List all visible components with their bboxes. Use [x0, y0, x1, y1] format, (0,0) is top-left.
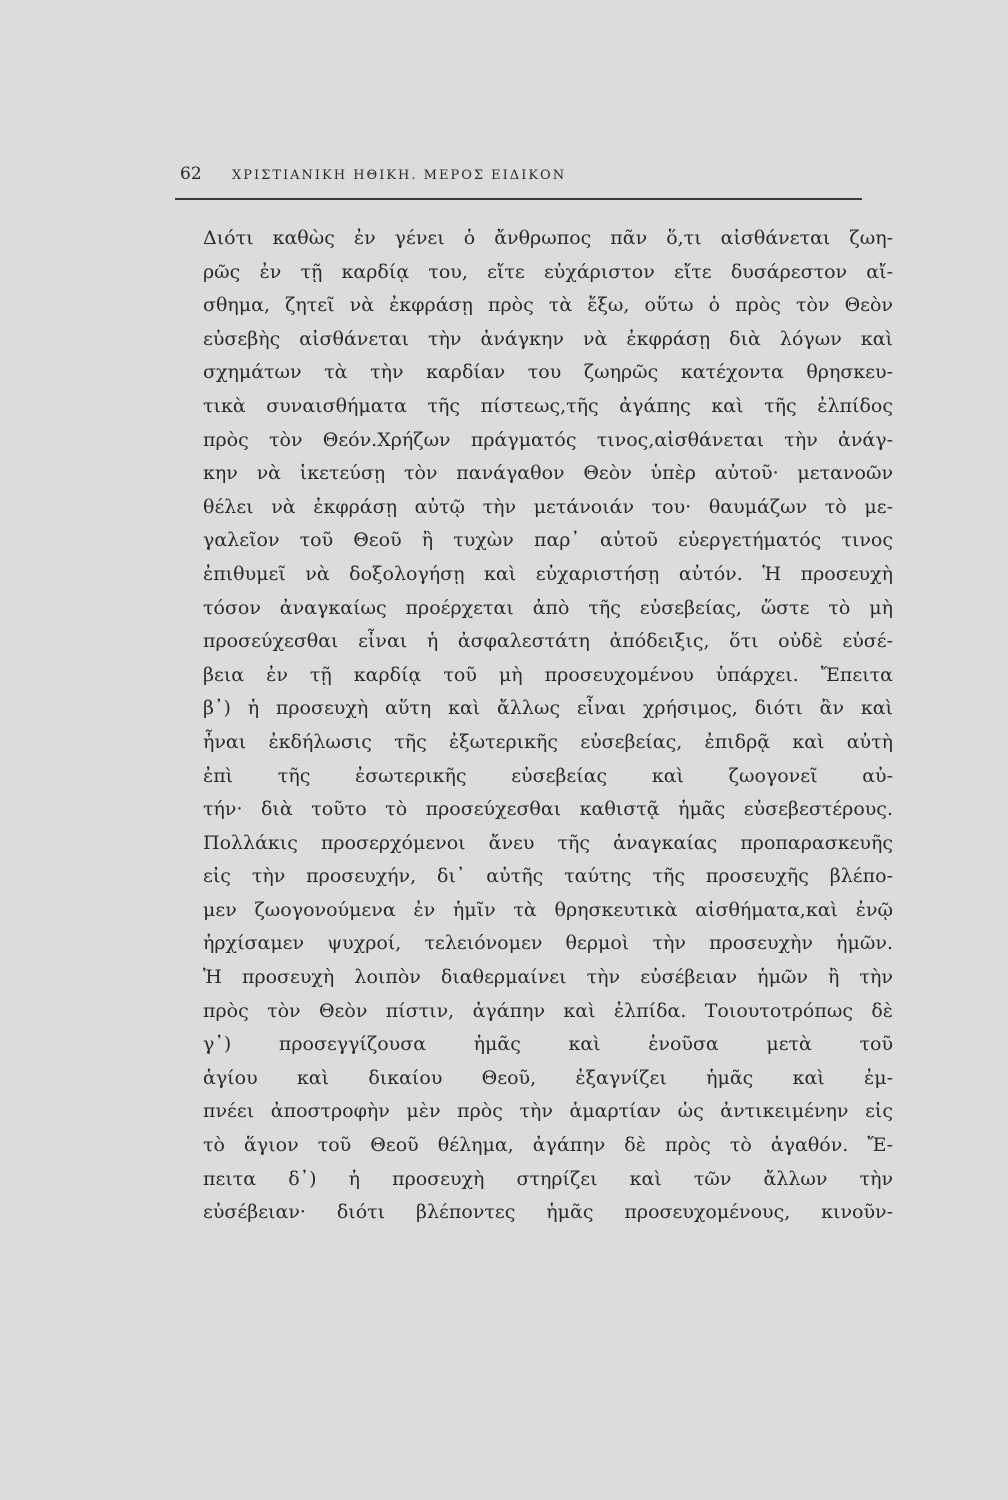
text-line: βεια ἐν τῇ καρδίᾳ τοῦ μὴ προσευχομένου ὑπάρχει. Ἔπειτα [203, 663, 893, 686]
text-line: γαλεῖον τοῦ Θεοῦ ἢ τυχὼν παρ᾽ αὐτοῦ εὐεργετήματός τινος [203, 529, 893, 552]
text-line: τήν· διὰ τοῦτο τὸ προσεύχεσθαι καθιστᾷ ἡμᾶς εὐσεβεστέρους. [203, 798, 893, 821]
text-line: ἁγίου καὶ δικαίου Θεοῦ, ἐξαγνίζει ἡμᾶς καὶ ἐμ- [203, 1066, 893, 1089]
text-line: Πολλάκις προσερχόμενοι ἄνευ τῆς ἀναγκαίας προπαρασκευῆς [203, 831, 893, 854]
text-line: θέλει νὰ ἐκφράσῃ αὐτῷ τὴν μετάνοιάν του· θαυμάζων τὸ με- [203, 495, 893, 518]
text-line: τόσον ἀναγκαίως προέρχεται ἀπὸ τῆς εὐσεβείας, ὥστε τὸ μὴ [203, 596, 893, 619]
text-line: εἰς τὴν προσευχήν, δι᾽ αὐτῆς ταύτης τῆς προσευχῆς βλέπο- [203, 865, 893, 888]
header-rule [175, 198, 862, 200]
text-line: ρῶς ἐν τῇ καρδίᾳ του, εἴτε εὐχάριστον εἴτε δυσάρεστον αἴ- [203, 260, 893, 283]
page-number: 62 [180, 164, 202, 184]
text-line: ἦναι ἐκδήλωσις τῆς ἐξωτερικῆς εὐσεβείας, ἐπιδρᾷ καὶ αὐτὴ [203, 730, 893, 753]
text-line: ἐπὶ τῆς ἐσωτερικῆς εὐσεβείας καὶ ζωογονεῖ αὐ- [203, 764, 893, 787]
text-line: Διότι καθὼς ἐν γένει ὁ ἄνθρωπος πᾶν ὅ,τι αἰσθάνεται ζωη- [203, 227, 893, 249]
text-line: κην νὰ ἱκετεύσῃ τὸν πανάγαθον Θεὸν ὑπὲρ αὐτοῦ· μετανοῶν [203, 462, 893, 485]
text-line: πρὸς τὸν Θεόν.Χρήζων πράγματός τινος,αἰσθάνεται τὴν ἀνάγ- [203, 428, 893, 451]
text-line: γ᾽) προσεγγίζουσα ἡμᾶς καὶ ἑνοῦσα μετὰ τοῦ [203, 1033, 893, 1056]
text-line: προσεύχεσθαι εἶναι ἡ ἀσφαλεστάτη ἀπόδειξις, ὅτι οὐδὲ εὐσέ- [203, 630, 893, 653]
text-line: μεν ζωογονούμενα ἐν ἡμῖν τὰ θρησκευτικὰ αἰσθήματα,καὶ ἐνῷ [203, 898, 893, 921]
running-head: ΧΡΙΣΤΙΑΝΙΚΗ ΗΘΙΚΗ. ΜΕΡΟΣ ΕΙΔΙΚΟΝ [232, 168, 567, 183]
text-line: εὐσεβὴς αἰσθάνεται τὴν ἀνάγκην νὰ ἐκφράσῃ διὰ λόγων καὶ [203, 327, 893, 350]
text-line: πρὸς τὸν Θεὸν πίστιν, ἀγάπην καὶ ἐλπίδα. Τοιουτοτρόπως δὲ [203, 999, 893, 1022]
text-line: πειτα δ᾽) ἡ προσευχὴ στηρίζει καὶ τῶν ἄλλων τὴν [203, 1167, 893, 1190]
text-line: ἠρχίσαμεν ψυχροί, τελειόνομεν θερμοὶ τὴν προσευχὴν ἡμῶν. [203, 932, 893, 955]
text-line: σχημάτων τὰ τὴν καρδίαν του ζωηρῶς κατέχοντα θρησκευ- [203, 361, 893, 384]
text-line: ἐπιθυμεῖ νὰ δοξολογήσῃ καὶ εὐχαριστήσῃ αὐτόν. Ἡ προσευχὴ [203, 562, 893, 585]
body-text [203, 222, 893, 1230]
text-line: τικὰ συναισθήματα τῆς πίστεως,τῆς ἀγάπης καὶ τῆς ἐλπίδος [203, 394, 893, 417]
text-line: πνέει ἀποστροφὴν μὲν πρὸς τὴν ἁμαρτίαν ὡς ἀντικειμένην εἰς [203, 1100, 893, 1123]
page-header [180, 160, 860, 190]
text-line: Ἡ προσευχὴ λοιπὸν διαθερμαίνει τὴν εὐσέβειαν ἡμῶν ἢ τὴν [203, 966, 893, 989]
text-line: β᾽) ἡ προσευχὴ αὕτη καὶ ἄλλως εἶναι χρήσιμος, διότι ἂν καὶ [203, 697, 893, 720]
text-line: εὐσέβειαν· διότι βλέποντες ἡμᾶς προσευχομένους, κινοῦν- [203, 1201, 893, 1224]
text-line: σθημα, ζητεῖ νὰ ἐκφράσῃ πρὸς τὰ ἔξω, οὕτω ὁ πρὸς τὸν Θεὸν [203, 294, 893, 317]
text-line: τὸ ἅγιον τοῦ Θεοῦ θέλημα, ἀγάπην δὲ πρὸς τὸ ἀγαθόν. Ἔ- [203, 1134, 893, 1157]
